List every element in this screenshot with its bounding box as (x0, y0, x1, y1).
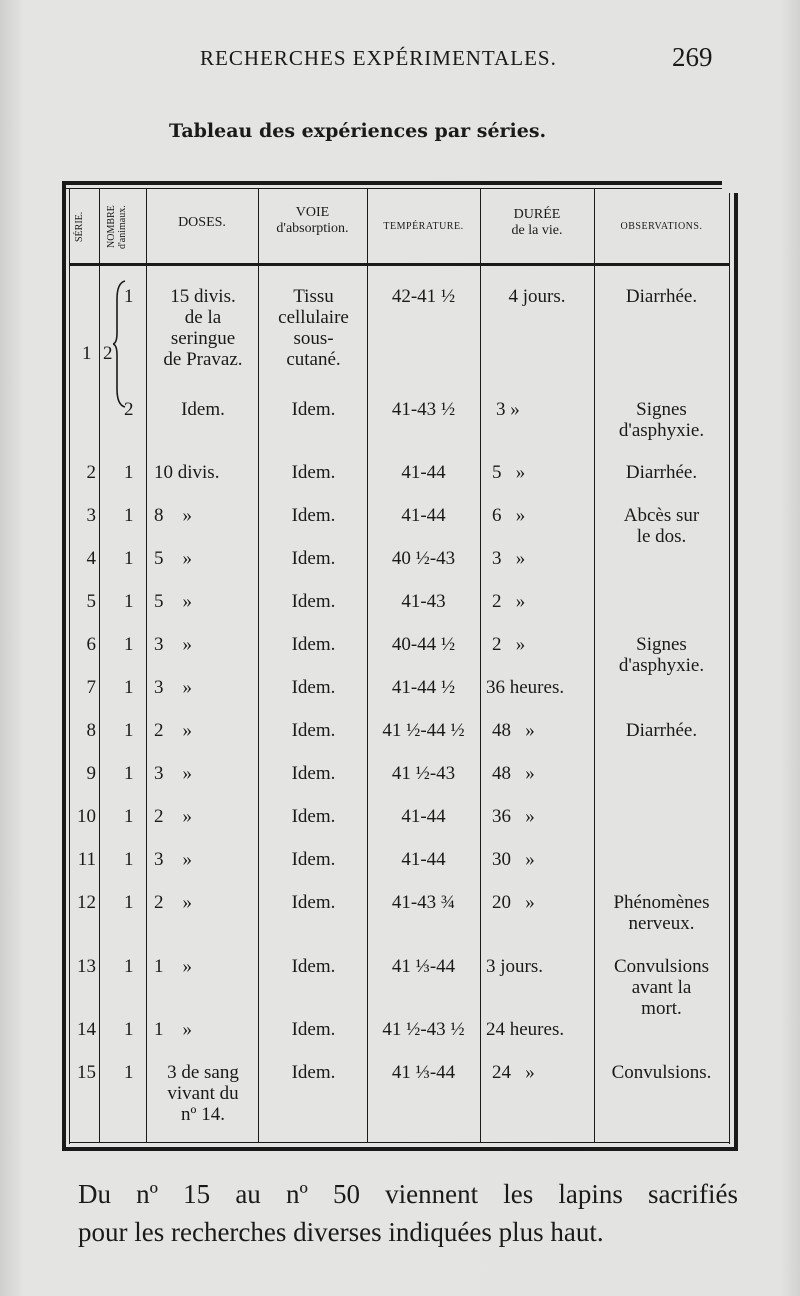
series1-row1-temp: 42-41 ½ (391, 286, 456, 307)
doses-line: 15 divis. (170, 286, 236, 307)
table-row-voie: Idem. (291, 956, 336, 977)
table-row-voie: Idem. (291, 806, 336, 827)
running-head: RECHERCHES EXPÉRIMENTALES. (200, 46, 557, 70)
table-row-duree: 30 » (492, 849, 535, 870)
table-row-doses (154, 763, 254, 784)
table-row-obs (594, 634, 729, 676)
footer-line1: Du nº 15 au nº 50 viennent les lapins sacrifiés (78, 1179, 738, 1209)
table-row-doses (154, 806, 254, 827)
series1-nombre: 2 (103, 343, 113, 364)
table-row-doses (154, 849, 254, 870)
header-doses: DOSES. (178, 215, 226, 230)
table-row-voie: Idem. (291, 720, 336, 741)
table-row-temp: 41-44 (401, 462, 446, 483)
table-row-temp: 41-43 ¾ (391, 892, 456, 913)
table-row-duree: 24 heures. (486, 1019, 565, 1040)
table-row-temp: 41-43 (401, 591, 446, 612)
table-row-duree: 2 » (492, 634, 526, 655)
table-row-duree: 36 heures. (486, 677, 565, 698)
table-row-obs (594, 892, 729, 934)
obs-line: Diarrhée. (625, 462, 698, 483)
table-row-serie: 5 (86, 591, 96, 612)
table-top-rule-thin (62, 188, 722, 189)
voie-line: Tissu (293, 286, 334, 307)
table-row-temp: 41 ½-44 ½ (382, 720, 465, 741)
table-row-voie: Idem. (291, 849, 336, 870)
header-duree-line2: de la vie. (511, 223, 563, 239)
table-row-doses (154, 591, 254, 612)
obs-line: Diarrhée. (625, 720, 698, 741)
series1-row1-voie (260, 286, 367, 370)
table-row-doses (154, 956, 254, 977)
table-row-duree: 24 » (492, 1062, 535, 1083)
table-row-temp: 41 ⅓-44 (391, 956, 456, 977)
series1-row2-voie: Idem. (291, 399, 336, 420)
table-row-serie: 3 (86, 505, 96, 526)
obs-line: Abcès sur (623, 505, 700, 526)
table-row-temp: 41-44 (401, 806, 446, 827)
obs-line: Phénomènes (613, 892, 710, 913)
doses-line: 5 » (154, 591, 192, 612)
table-row-voie: Idem. (291, 634, 336, 655)
table-row-serie: 15 (77, 1062, 96, 1083)
table-row-voie: Idem. (291, 505, 336, 526)
doses-line: 2 » (154, 806, 192, 827)
table-row-duree: 48 » (492, 763, 535, 784)
experiments-table (62, 181, 738, 1151)
doses-line: seringue (170, 328, 236, 349)
doses-line: 2 » (154, 892, 192, 913)
table-row-serie: 13 (77, 956, 96, 977)
table-right-rule (734, 193, 738, 1151)
table-row-duree: 3 » (492, 548, 526, 569)
header-nombre (106, 193, 140, 261)
doses-line: 1 » (154, 1019, 192, 1040)
doses-line: vivant du (167, 1083, 239, 1104)
header-observations: OBSERVATIONS. (620, 221, 703, 232)
doses-line: 10 divis. (154, 462, 220, 483)
table-row-doses (148, 1062, 258, 1125)
table-left-rule (62, 181, 66, 1151)
doses-line: 3 de sang (167, 1062, 239, 1083)
header-duree (480, 207, 594, 239)
doses-line: 8 » (154, 505, 192, 526)
table-row-serie: 6 (86, 634, 96, 655)
series1-row1-n: 1 (124, 286, 134, 307)
table-row-voie: Idem. (291, 591, 336, 612)
col-rule (480, 189, 481, 1143)
table-row-nombre: 1 (124, 505, 134, 526)
table-title: Tableau des expériences par séries. (169, 120, 547, 142)
header-separator (70, 263, 729, 266)
table-row-obs (594, 1062, 729, 1083)
table-row-nombre: 1 (124, 591, 134, 612)
table-row-nombre: 1 (124, 677, 134, 698)
obs-line: mort. (641, 998, 682, 1019)
table-row-serie: 8 (86, 720, 96, 741)
table-row-serie: 9 (86, 763, 96, 784)
table-row-nombre: 1 (124, 1062, 134, 1083)
table-row-serie: 12 (77, 892, 96, 913)
table-top-rule (62, 181, 722, 185)
series1-row1-obs: Diarrhée. (625, 286, 698, 307)
table-left-rule-thin (69, 188, 70, 1144)
doses-line: de Pravaz. (163, 349, 243, 370)
table-row-doses (154, 892, 254, 913)
table-bottom-rule-thin (69, 1142, 730, 1143)
obs-line: d'asphyxie. (618, 420, 705, 441)
header-nombre-line2: d'animaux. (117, 205, 128, 249)
table-row-doses (154, 505, 254, 526)
table-row-serie: 2 (86, 462, 96, 483)
table-row-serie: 4 (86, 548, 96, 569)
table-row-voie: Idem. (291, 892, 336, 913)
table-row-duree: 2 » (492, 591, 526, 612)
series1-row2-temp: 41-43 ½ (391, 399, 456, 420)
col-rule (146, 189, 147, 1143)
col-rule (99, 189, 100, 1143)
table-row-obs (594, 956, 729, 1019)
table-row-temp: 41-44 (401, 849, 446, 870)
series1-row2-obs (594, 399, 729, 441)
obs-line: Convulsions. (611, 1062, 712, 1083)
header-temperature: TEMPÉRATURE. (383, 221, 464, 232)
col-rule (367, 189, 368, 1143)
page-number: 269 (672, 42, 713, 72)
table-row-nombre: 1 (124, 956, 134, 977)
header-nombre-line1: NOMBRE (106, 205, 117, 249)
obs-line: Signes (636, 399, 687, 420)
voie-line: cellulaire (278, 307, 349, 328)
obs-line: d'asphyxie. (618, 655, 705, 676)
table-row-nombre: 1 (124, 720, 134, 741)
table-row-duree: 5 » (492, 462, 526, 483)
table-row-doses (154, 462, 254, 483)
doses-line: 3 » (154, 634, 192, 655)
table-row-serie: 10 (77, 806, 96, 827)
header-voie-line1: VOIE (295, 205, 330, 220)
obs-line: Convulsions (613, 956, 710, 977)
table-row-voie: Idem. (291, 1062, 336, 1083)
doses-line: 1 » (154, 956, 192, 977)
doses-line: nº 14. (181, 1104, 225, 1125)
table-row-doses (154, 720, 254, 741)
series1-row2-duree: 3 » (496, 399, 520, 420)
table-right-rule-thin (729, 193, 730, 1144)
doses-line: 3 » (154, 849, 192, 870)
series1-row2-doses: Idem. (181, 399, 225, 420)
voie-line: cutané. (286, 349, 341, 370)
series1-row1-doses (148, 286, 258, 370)
table-row-nombre: 1 (124, 763, 134, 784)
table-row-duree: 20 » (492, 892, 535, 913)
footer-note (78, 1175, 738, 1251)
table-row-doses (154, 1019, 254, 1040)
doses-line: 3 » (154, 677, 192, 698)
table-row-nombre: 1 (124, 548, 134, 569)
table-row-serie: 14 (77, 1019, 96, 1040)
table-row-nombre: 1 (124, 634, 134, 655)
table-row-obs (594, 720, 729, 741)
table-row-duree: 48 » (492, 720, 535, 741)
table-row-voie: Idem. (291, 462, 336, 483)
footer-line2: pour les recherches diverses indiquées plus haut. (78, 1217, 604, 1247)
table-row-nombre: 1 (124, 1019, 134, 1040)
table-row-doses (154, 677, 254, 698)
doses-line: 5 » (154, 548, 192, 569)
table-row-temp: 41 ⅓-44 (391, 1062, 456, 1083)
series1-serie: 1 (82, 343, 92, 364)
obs-line: avant la (631, 977, 692, 998)
table-row-nombre: 1 (124, 849, 134, 870)
table-bottom-rule (62, 1147, 738, 1151)
doses-line: 3 » (154, 763, 192, 784)
table-row-voie: Idem. (291, 763, 336, 784)
table-row-duree: 6 » (492, 505, 526, 526)
table-row-temp: 40-44 ½ (391, 634, 456, 655)
table-row-doses (154, 548, 254, 569)
header-voie-line2: d'absorption. (276, 221, 349, 237)
obs-line: nerveux. (628, 913, 695, 934)
table-row-temp: 41-44 (401, 505, 446, 526)
table-row-temp: 41 ½-43 ½ (382, 1019, 465, 1040)
voie-line: sous- (293, 328, 334, 349)
header-voie (258, 205, 367, 237)
doses-line: de la (184, 307, 222, 328)
table-row-temp: 40 ½-43 (391, 548, 456, 569)
table-row-doses (154, 634, 254, 655)
table-row-duree: 36 » (492, 806, 535, 827)
table-row-voie: Idem. (291, 548, 336, 569)
doses-line: 2 » (154, 720, 192, 741)
table-row-temp: 41 ½-43 (391, 763, 456, 784)
table-row-duree: 3 jours. (486, 956, 543, 977)
table-row-obs (594, 505, 729, 547)
header-duree-line1: DURÉE (513, 207, 561, 222)
table-row-temp: 41-44 ½ (391, 677, 456, 698)
col-rule (258, 189, 259, 1143)
table-row-serie: 7 (86, 677, 96, 698)
table-row-voie: Idem. (291, 1019, 336, 1040)
table-row-nombre: 1 (124, 462, 134, 483)
series1-row1-duree: 4 jours. (508, 286, 566, 307)
header-serie: SÉRIE. (74, 211, 85, 243)
table-row-nombre: 1 (124, 806, 134, 827)
table-row-nombre: 1 (124, 892, 134, 913)
table-row-voie: Idem. (291, 677, 336, 698)
table-row-obs (594, 462, 729, 483)
table-row-serie: 11 (77, 849, 96, 870)
series1-row2-n: 2 (124, 399, 134, 420)
obs-line: le dos. (636, 526, 687, 547)
obs-line: Signes (636, 634, 687, 655)
